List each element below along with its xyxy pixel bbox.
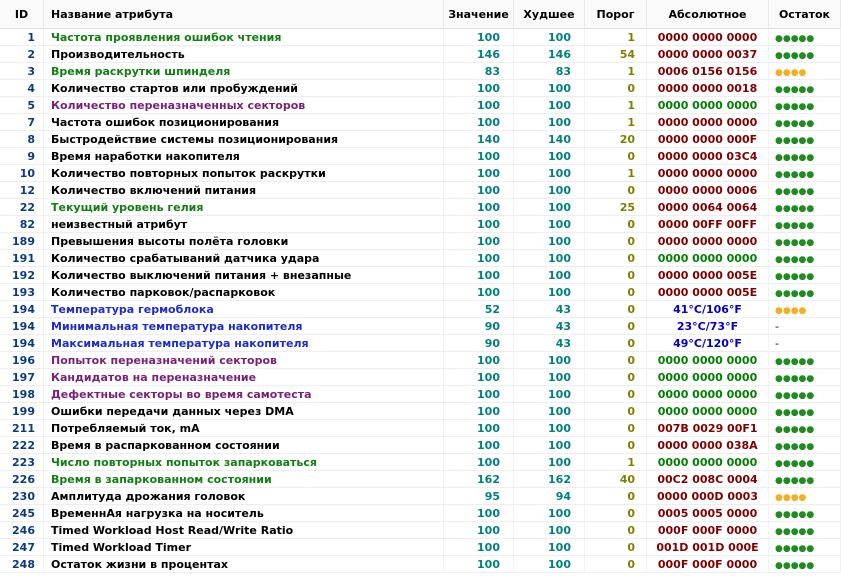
table-row[interactable] [0,301,841,318]
health-status-dots-icon: ●●●●● [775,424,815,435]
attribute-worst: 100 [514,403,585,420]
attribute-remaining [769,216,841,233]
attribute-raw: 0000 0000 0000 [647,165,769,182]
attribute-id: 5 [0,97,44,114]
attribute-threshold: 0 [585,216,647,233]
attribute-id: 194 [0,301,44,318]
attribute-worst: 100 [514,267,585,284]
attribute-name: Текущий уровень гелия [44,199,444,216]
attribute-name: Количество срабатываний датчика удара [44,250,444,267]
attribute-id: 248 [0,556,44,573]
attribute-id: 7 [0,114,44,131]
attribute-id: 3 [0,63,44,80]
attribute-value: 100 [444,80,514,97]
attribute-name: Количество переназначенных секторов [44,97,444,114]
attribute-id: 4 [0,80,44,97]
attribute-value: 95 [444,488,514,505]
attribute-remaining [769,403,841,420]
attribute-raw: 0000 0000 0018 [647,80,769,97]
attribute-name: Максимальная температура накопителя [44,335,444,352]
table-row[interactable] [0,488,841,505]
attribute-id: 223 [0,454,44,471]
attribute-value: 100 [444,29,514,46]
attribute-remaining [769,148,841,165]
attribute-remaining [769,352,841,369]
attribute-value: 100 [444,284,514,301]
attribute-value: 90 [444,335,514,352]
attribute-worst: 100 [514,250,585,267]
health-status-dots-icon: ●●●●● [775,220,815,231]
table-row[interactable] [0,131,841,148]
health-status-dots-icon: ●●●●● [775,101,815,112]
attribute-remaining [769,369,841,386]
attribute-worst: 100 [514,454,585,471]
table-row[interactable] [0,318,841,335]
attribute-worst: 100 [514,97,585,114]
attribute-name: ВременнАя нагрузка на носитель [44,505,444,522]
attribute-worst: 100 [514,233,585,250]
attribute-threshold: 0 [585,335,647,352]
attribute-raw: 49°C/120°F [647,335,769,352]
attribute-remaining [769,63,841,80]
health-status-dots-icon: ●●●●● [775,203,815,214]
attribute-value: 100 [444,233,514,250]
attribute-raw: 0000 000D 0003 [647,488,769,505]
attribute-id: 211 [0,420,44,437]
attribute-id: 245 [0,505,44,522]
attribute-value: 100 [444,97,514,114]
attribute-raw: 0000 0000 0006 [647,182,769,199]
attribute-name: Количество включений питания [44,182,444,199]
attribute-worst: 100 [514,165,585,182]
attribute-name: Количество повторных попыток раскрутки [44,165,444,182]
attribute-threshold: 54 [585,46,647,63]
table-row[interactable] [0,80,841,97]
attribute-name: Время раскрутки шпинделя [44,63,444,80]
attribute-name: Дефектные секторы во время самотеста [44,386,444,403]
attribute-threshold: 0 [585,318,647,335]
attribute-threshold: 1 [585,165,647,182]
health-status-dots-icon: ●●●●● [775,526,815,537]
attribute-remaining [769,233,841,250]
attribute-name: Потребляемый ток, mA [44,420,444,437]
table-row[interactable] [0,233,841,250]
attribute-remaining [769,335,841,352]
attribute-remaining [769,114,841,131]
attribute-remaining [769,437,841,454]
health-status-dots-icon: ●●●● [775,492,807,503]
attribute-id: 226 [0,471,44,488]
attribute-raw: 000F 000F 0000 [647,556,769,573]
attribute-remaining [769,488,841,505]
attribute-name: Timed Workload Host Read/Write Ratio [44,522,444,539]
attribute-raw: 000F 000F 0000 [647,522,769,539]
column-header-raw[interactable]: Абсолютное [647,0,769,29]
attribute-name: Амплитуда дрожания головок [44,488,444,505]
attribute-remaining [769,420,841,437]
attribute-worst: 162 [514,471,585,488]
attribute-remaining [769,556,841,573]
attribute-remaining [769,471,841,488]
attribute-worst: 100 [514,352,585,369]
column-header-remaining[interactable]: Остаток [769,0,841,29]
attribute-threshold: 0 [585,386,647,403]
attribute-name: Частота ошибок позиционирования [44,114,444,131]
attribute-name: Количество парковок/распарковок [44,284,444,301]
attribute-threshold: 0 [585,80,647,97]
attribute-raw: 0005 0005 0000 [647,505,769,522]
table-row[interactable] [0,165,841,182]
health-status-dots-icon: ●●●●● [775,186,815,197]
attribute-value: 100 [444,403,514,420]
attribute-name: Число повторных попыток запарковаться [44,454,444,471]
attribute-id: 12 [0,182,44,199]
attribute-name: Кандидатов на переназначение [44,369,444,386]
attribute-value: 90 [444,318,514,335]
attribute-threshold: 0 [585,488,647,505]
attribute-worst: 100 [514,284,585,301]
attribute-name: Количество выключений питания + внезапные [44,267,444,284]
attribute-threshold: 20 [585,131,647,148]
table-row[interactable] [0,437,841,454]
table-row[interactable] [0,97,841,114]
attribute-value: 100 [444,199,514,216]
attribute-remaining [769,80,841,97]
health-status-dots-icon: ●●●●● [775,407,815,418]
attribute-raw: 23°C/73°F [647,318,769,335]
attribute-raw: 0000 0064 0064 [647,199,769,216]
table-row[interactable] [0,29,841,46]
health-status-dots-icon: ●●●●● [775,390,815,401]
attribute-threshold: 0 [585,352,647,369]
health-status-dots-icon: ●●●●● [775,271,815,282]
attribute-id: 1 [0,29,44,46]
attribute-remaining [769,46,841,63]
attribute-worst: 43 [514,318,585,335]
attribute-name: Timed Workload Timer [44,539,444,556]
attribute-threshold: 0 [585,556,647,573]
health-status-dots-icon: ●●●●● [775,84,815,95]
health-status-dots-icon: ●●●●● [775,560,815,571]
health-status-dots-icon: ●●●●● [775,509,815,520]
attribute-threshold: 0 [585,505,647,522]
attribute-raw: 0000 0000 0000 [647,352,769,369]
attribute-remaining [769,386,841,403]
health-status-dots-icon: ●●●●● [775,50,815,61]
attribute-id: 193 [0,284,44,301]
attribute-threshold: 1 [585,97,647,114]
attribute-name: Минимальная температура накопителя [44,318,444,335]
attribute-value: 100 [444,454,514,471]
attribute-value: 162 [444,471,514,488]
table-row[interactable] [0,522,841,539]
attribute-remaining [769,29,841,46]
attribute-threshold: 0 [585,403,647,420]
attribute-threshold: 0 [585,233,647,250]
health-status-dots-icon: ●●●●● [775,33,815,44]
attribute-worst: 100 [514,522,585,539]
attribute-threshold: 25 [585,199,647,216]
attribute-raw: 0000 0000 0000 [647,369,769,386]
attribute-raw: 0000 0000 005E [647,267,769,284]
attribute-worst: 94 [514,488,585,505]
attribute-threshold: 1 [585,63,647,80]
attribute-value: 83 [444,63,514,80]
attribute-id: 196 [0,352,44,369]
health-status-dots-icon: ●●●●● [775,373,815,384]
health-status-dots-icon: ●●●●● [775,254,815,265]
attribute-raw: 007B 0029 00F1 [647,420,769,437]
health-status-dots-icon: ●●●●● [775,152,815,163]
attribute-id: 8 [0,131,44,148]
attribute-id: 82 [0,216,44,233]
attribute-worst: 100 [514,29,585,46]
attribute-name: Количество стартов или пробуждений [44,80,444,97]
attribute-name: Остаток жизни в процентах [44,556,444,573]
attribute-value: 100 [444,369,514,386]
attribute-worst: 100 [514,420,585,437]
attribute-worst: 100 [514,386,585,403]
attribute-threshold: 0 [585,301,647,318]
table-row[interactable] [0,335,841,352]
attribute-threshold: 0 [585,522,647,539]
attribute-value: 100 [444,539,514,556]
health-status-dots-icon: ●●●●● [775,237,815,248]
attribute-raw: 0000 0000 0000 [647,454,769,471]
attribute-id: 199 [0,403,44,420]
attribute-name: Время наработки накопителя [44,148,444,165]
attribute-id: 9 [0,148,44,165]
attribute-raw: 0000 0000 038A [647,437,769,454]
table-row[interactable] [0,556,841,573]
attribute-worst: 100 [514,437,585,454]
health-status-dots-icon: ●●●● [775,305,807,316]
attribute-worst: 140 [514,131,585,148]
attribute-worst: 146 [514,46,585,63]
attribute-worst: 100 [514,199,585,216]
table-row[interactable] [0,539,841,556]
attribute-value: 100 [444,420,514,437]
attribute-name: Температура гермоблока [44,301,444,318]
table-row[interactable] [0,386,841,403]
column-header-value[interactable]: Значение [444,0,514,29]
attribute-value: 100 [444,250,514,267]
attribute-remaining [769,539,841,556]
attribute-threshold: 1 [585,454,647,471]
attribute-id: 189 [0,233,44,250]
health-status-dots-icon: ●●●●● [775,441,815,452]
attribute-raw: 0000 0000 0000 [647,114,769,131]
table-row[interactable] [0,250,841,267]
attribute-threshold: 0 [585,369,647,386]
attribute-remaining [769,97,841,114]
attribute-worst: 100 [514,216,585,233]
health-status-dots-icon: ●●●●● [775,543,815,554]
attribute-raw: 0000 0000 0000 [647,386,769,403]
status-unavailable: - [775,336,779,350]
table-row[interactable] [0,369,841,386]
attribute-name: Частота проявления ошибок чтения [44,29,444,46]
attribute-value: 100 [444,386,514,403]
table-row[interactable] [0,199,841,216]
attribute-id: 198 [0,386,44,403]
attribute-value: 100 [444,556,514,573]
attribute-raw: 0006 0156 0156 [647,63,769,80]
attribute-threshold: 0 [585,284,647,301]
attribute-value: 100 [444,352,514,369]
attribute-worst: 100 [514,505,585,522]
table-header [0,0,841,29]
attribute-remaining [769,301,841,318]
health-status-dots-icon: ●●●●● [775,458,815,469]
attribute-raw: 0000 0000 0000 [647,403,769,420]
table-row[interactable] [0,454,841,471]
health-status-dots-icon: ●●●●● [775,356,815,367]
table-row[interactable] [0,471,841,488]
attribute-worst: 43 [514,335,585,352]
attribute-worst: 83 [514,63,585,80]
attribute-value: 100 [444,114,514,131]
table-row[interactable] [0,148,841,165]
table-row[interactable] [0,46,841,63]
attribute-name: Производительность [44,46,444,63]
attribute-raw: 0000 0000 000F [647,131,769,148]
attribute-id: 230 [0,488,44,505]
attribute-name: Время в распаркованном состоянии [44,437,444,454]
attribute-id: 222 [0,437,44,454]
attribute-remaining [769,131,841,148]
health-status-dots-icon: ●●●●● [775,169,815,180]
column-header-worst[interactable]: Худшее [514,0,585,29]
status-unavailable: - [775,319,779,333]
attribute-raw: 0000 00FF 00FF [647,216,769,233]
health-status-dots-icon: ●●●●● [775,118,815,129]
attribute-threshold: 1 [585,114,647,131]
health-status-dots-icon: ●●●● [775,67,807,78]
attribute-worst: 100 [514,114,585,131]
attribute-id: 194 [0,335,44,352]
table-row[interactable] [0,114,841,131]
attribute-name: Время в запаркованном состоянии [44,471,444,488]
attribute-remaining [769,199,841,216]
attribute-raw: 0000 0000 0000 [647,29,769,46]
attribute-worst: 100 [514,80,585,97]
attribute-id: 22 [0,199,44,216]
attribute-name: Превышения высоты полёта головки [44,233,444,250]
attribute-value: 146 [444,46,514,63]
attribute-id: 192 [0,267,44,284]
attribute-worst: 100 [514,369,585,386]
attribute-remaining [769,250,841,267]
attribute-raw: 0000 0000 0000 [647,250,769,267]
attribute-threshold: 0 [585,267,647,284]
attribute-raw: 001D 001D 000E [647,539,769,556]
table-row[interactable] [0,267,841,284]
attribute-value: 100 [444,182,514,199]
attribute-name: Быстродействие системы позиционирования [44,131,444,148]
attribute-worst: 100 [514,539,585,556]
column-header-threshold[interactable]: Порог [585,0,647,29]
column-header-id[interactable]: ID [0,0,44,29]
attribute-id: 247 [0,539,44,556]
attribute-raw: 0000 0000 0000 [647,97,769,114]
attribute-value: 100 [444,522,514,539]
attribute-threshold: 0 [585,420,647,437]
attribute-value: 100 [444,267,514,284]
table-row[interactable] [0,505,841,522]
attribute-remaining [769,505,841,522]
table-row[interactable] [0,284,841,301]
table-row[interactable] [0,352,841,369]
attribute-threshold: 0 [585,437,647,454]
attribute-threshold: 0 [585,148,647,165]
table-row[interactable] [0,216,841,233]
attribute-id: 197 [0,369,44,386]
attribute-worst: 100 [514,556,585,573]
attribute-raw: 0000 0000 0000 [647,233,769,250]
table-row[interactable] [0,403,841,420]
attribute-threshold: 0 [585,182,647,199]
column-header-name[interactable]: Название атрибута [44,0,444,29]
table-row[interactable] [0,63,841,80]
attribute-raw: 00C2 008C 0004 [647,471,769,488]
attribute-id: 191 [0,250,44,267]
table-row[interactable] [0,420,841,437]
attribute-threshold: 0 [585,250,647,267]
attribute-worst: 100 [514,182,585,199]
attribute-threshold: 0 [585,539,647,556]
attribute-name: неизвестный атрибут [44,216,444,233]
attribute-value: 100 [444,437,514,454]
health-status-dots-icon: ●●●●● [775,135,815,146]
table-body [0,29,841,573]
attribute-threshold: 40 [585,471,647,488]
attribute-value: 100 [444,216,514,233]
health-status-dots-icon: ●●●●● [775,475,815,486]
attribute-raw: 0000 0000 005E [647,284,769,301]
attribute-name: Ошибки передачи данных через DMA [44,403,444,420]
attribute-remaining [769,454,841,471]
attribute-raw: 0000 0000 0037 [647,46,769,63]
attribute-value: 100 [444,165,514,182]
attribute-remaining [769,318,841,335]
attribute-raw: 41°C/106°F [647,301,769,318]
attribute-raw: 0000 0000 03C4 [647,148,769,165]
attribute-value: 100 [444,148,514,165]
attribute-remaining [769,165,841,182]
attribute-name: Попыток переназначений секторов [44,352,444,369]
attribute-value: 52 [444,301,514,318]
attribute-remaining [769,284,841,301]
attribute-id: 194 [0,318,44,335]
health-status-dots-icon: ●●●●● [775,288,815,299]
attribute-worst: 43 [514,301,585,318]
attribute-id: 10 [0,165,44,182]
attribute-value: 140 [444,131,514,148]
attribute-remaining [769,182,841,199]
attribute-id: 246 [0,522,44,539]
attribute-remaining [769,522,841,539]
attribute-worst: 100 [514,148,585,165]
table-row[interactable] [0,182,841,199]
attribute-remaining [769,267,841,284]
attribute-id: 2 [0,46,44,63]
attribute-value: 100 [444,505,514,522]
attribute-threshold: 1 [585,29,647,46]
